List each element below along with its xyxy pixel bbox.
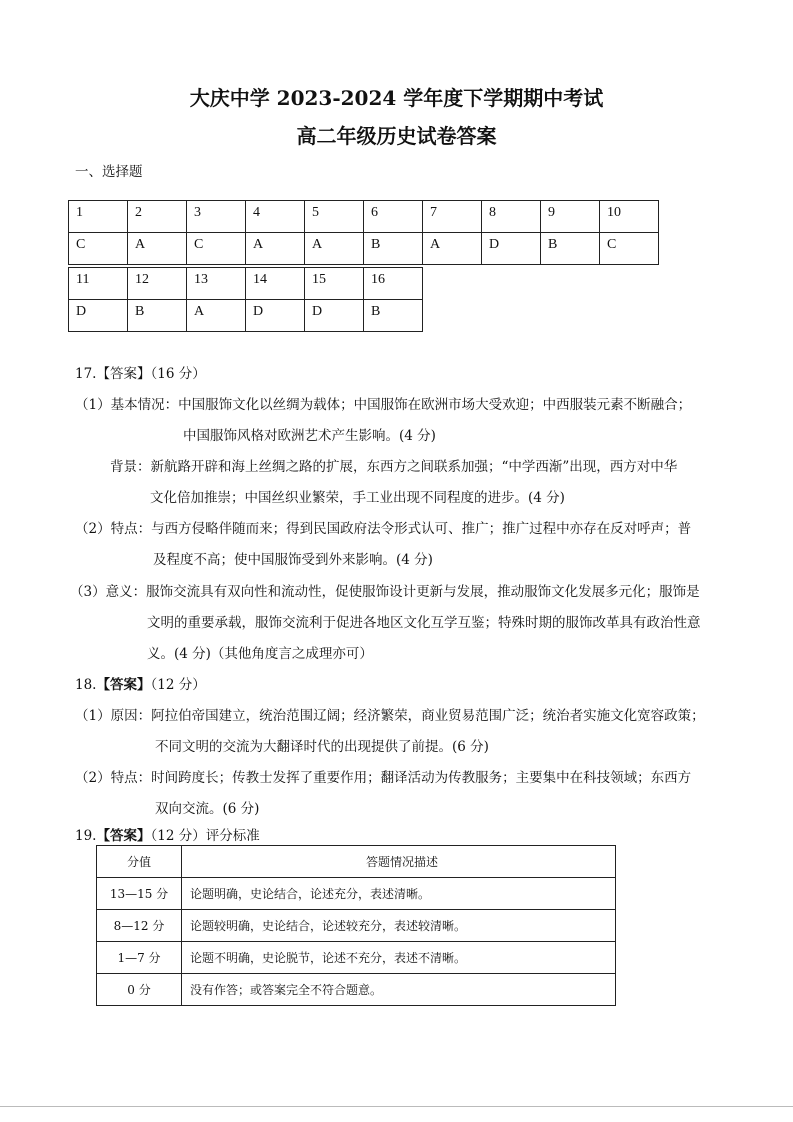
- q-number: 19.: [75, 828, 97, 844]
- q17-p1-line2: 中国服饰风格对欧洲艺术产生影响。(4 分): [183, 428, 436, 444]
- section-heading: 一、选择题: [75, 164, 143, 180]
- table-row: [69, 201, 659, 233]
- question-number-cell: 9: [541, 201, 600, 233]
- table-row: [97, 974, 616, 1006]
- question-number-cell: 10: [600, 201, 659, 233]
- table-row: [69, 300, 423, 332]
- q17-p3-line2: 及程度不高；使中国服饰受到外来影响。(4 分): [153, 552, 433, 568]
- score: （12 分）: [150, 677, 206, 693]
- score-cell: 1—7 分: [97, 942, 182, 974]
- question-number-cell: 11: [69, 268, 128, 300]
- description-cell: 论题较明确，史论结合，论述较充分，表述较清晰。: [182, 910, 616, 942]
- answer-tag: 【答案】: [96, 828, 151, 844]
- answer-cell: D: [69, 300, 128, 332]
- q17-heading: [75, 362, 206, 382]
- q18-heading: [75, 673, 206, 693]
- page-title: 大庆中学 2023-2024 学年度下学期期中考试: [189, 86, 604, 110]
- score-cell: 8—12 分: [97, 910, 182, 942]
- answer-cell: B: [364, 300, 423, 332]
- description-cell: 没有作答；或答案完全不符合题意。: [182, 974, 616, 1006]
- answer-cell: B: [128, 300, 187, 332]
- score-cell: 0 分: [97, 974, 182, 1006]
- answer-cell: D: [246, 300, 305, 332]
- q17-p1-line1: （1）基本情况：中国服饰文化以丝绸为载体；中国服饰在欧洲市场大受欢迎；中西服装元素不断融合；: [75, 397, 692, 413]
- answer-cell: C: [187, 233, 246, 265]
- answer-cell: A: [187, 300, 246, 332]
- question-number-cell: 3: [187, 201, 246, 233]
- q18-p2-line1: （2）特点：时间跨度长；传教士发挥了重要作用；翻译活动为传教服务；主要集中在科技领域；东西方: [75, 770, 692, 786]
- q-number: 17.: [75, 366, 97, 382]
- answer-cell: A: [246, 233, 305, 265]
- header-score: 分值: [97, 846, 182, 878]
- q17-p4-line3: 义。(4 分)（其他角度言之成理亦可）: [147, 646, 373, 662]
- answer-tag: 【答案】: [96, 366, 151, 382]
- question-number-cell: 6: [364, 201, 423, 233]
- q18-p1-line2: 不同文明的交流为大翻译时代的出现提供了前提。(6 分): [155, 739, 489, 755]
- question-number-cell: 4: [246, 201, 305, 233]
- mc-answer-table-2: [68, 267, 423, 332]
- q17-p2-line2: 文化倍加推崇；中国丝织业繁荣，手工业出现不同程度的进步。(4 分): [150, 490, 565, 506]
- question-number-cell: 7: [423, 201, 482, 233]
- table-row: [97, 910, 616, 942]
- header-description: 答题情况描述: [182, 846, 616, 878]
- answer-cell: D: [305, 300, 364, 332]
- question-number-cell: 2: [128, 201, 187, 233]
- question-number-cell: 12: [128, 268, 187, 300]
- score: （16 分）: [150, 366, 206, 382]
- question-number-cell: 8: [482, 201, 541, 233]
- description-cell: 论题明确，史论结合，论述充分，表述清晰。: [182, 878, 616, 910]
- table-header-row: [97, 846, 616, 878]
- answer-tag: 【答案】: [96, 677, 151, 693]
- answer-cell: B: [541, 233, 600, 265]
- q17-p2-line1: 背景：新航路开辟和海上丝绸之路的扩展，东西方之间联系加强；“中学西渐”出现，西方对中华: [110, 459, 678, 475]
- q17-p3-line1: （2）特点：与西方侵略伴随而来；得到民国政府法令形式认可、推广；推广过程中亦存在反对呼声；普: [75, 521, 692, 537]
- q17-p4-line2: 文明的重要承载，服饰交流利于促进各地区文化互学互鉴；特殊时期的服饰改革具有政治性意: [147, 615, 701, 631]
- description-cell: 论题不明确，史论脱节，论述不充分，表述不清晰。: [182, 942, 616, 974]
- table-row: [69, 233, 659, 265]
- table-row: [69, 268, 423, 300]
- q-number: 18.: [75, 677, 97, 693]
- answer-cell: A: [128, 233, 187, 265]
- table-row: [97, 942, 616, 974]
- question-number-cell: 5: [305, 201, 364, 233]
- scoring-table: [96, 845, 616, 1006]
- score: （12 分）评分标准: [150, 828, 260, 844]
- mc-answer-table-1: [68, 200, 659, 265]
- question-number-cell: 16: [364, 268, 423, 300]
- answer-cell: C: [600, 233, 659, 265]
- q18-p1-line1: （1）原因：阿拉伯帝国建立，统治范围辽阔；经济繁荣，商业贸易范围广泛；统治者实施文化宽容政策；: [75, 708, 705, 724]
- question-number-cell: 1: [69, 201, 128, 233]
- question-number-cell: 14: [246, 268, 305, 300]
- answer-cell: D: [482, 233, 541, 265]
- page-subtitle: 高二年级历史试卷答案: [296, 124, 497, 148]
- page-divider: [0, 1106, 793, 1107]
- q19-heading: [75, 824, 260, 844]
- table-row: [97, 878, 616, 910]
- answer-cell: A: [423, 233, 482, 265]
- q18-p2-line2: 双向交流。(6 分): [155, 801, 260, 817]
- answer-cell: A: [305, 233, 364, 265]
- score-cell: 13—15 分: [97, 878, 182, 910]
- answer-cell: C: [69, 233, 128, 265]
- question-number-cell: 13: [187, 268, 246, 300]
- answer-cell: B: [364, 233, 423, 265]
- question-number-cell: 15: [305, 268, 364, 300]
- q17-p4-line1: （3）意义：服饰交流具有双向性和流动性，促使服饰设计更新与发展，推动服饰文化发展多元化；服饰是: [70, 584, 700, 600]
